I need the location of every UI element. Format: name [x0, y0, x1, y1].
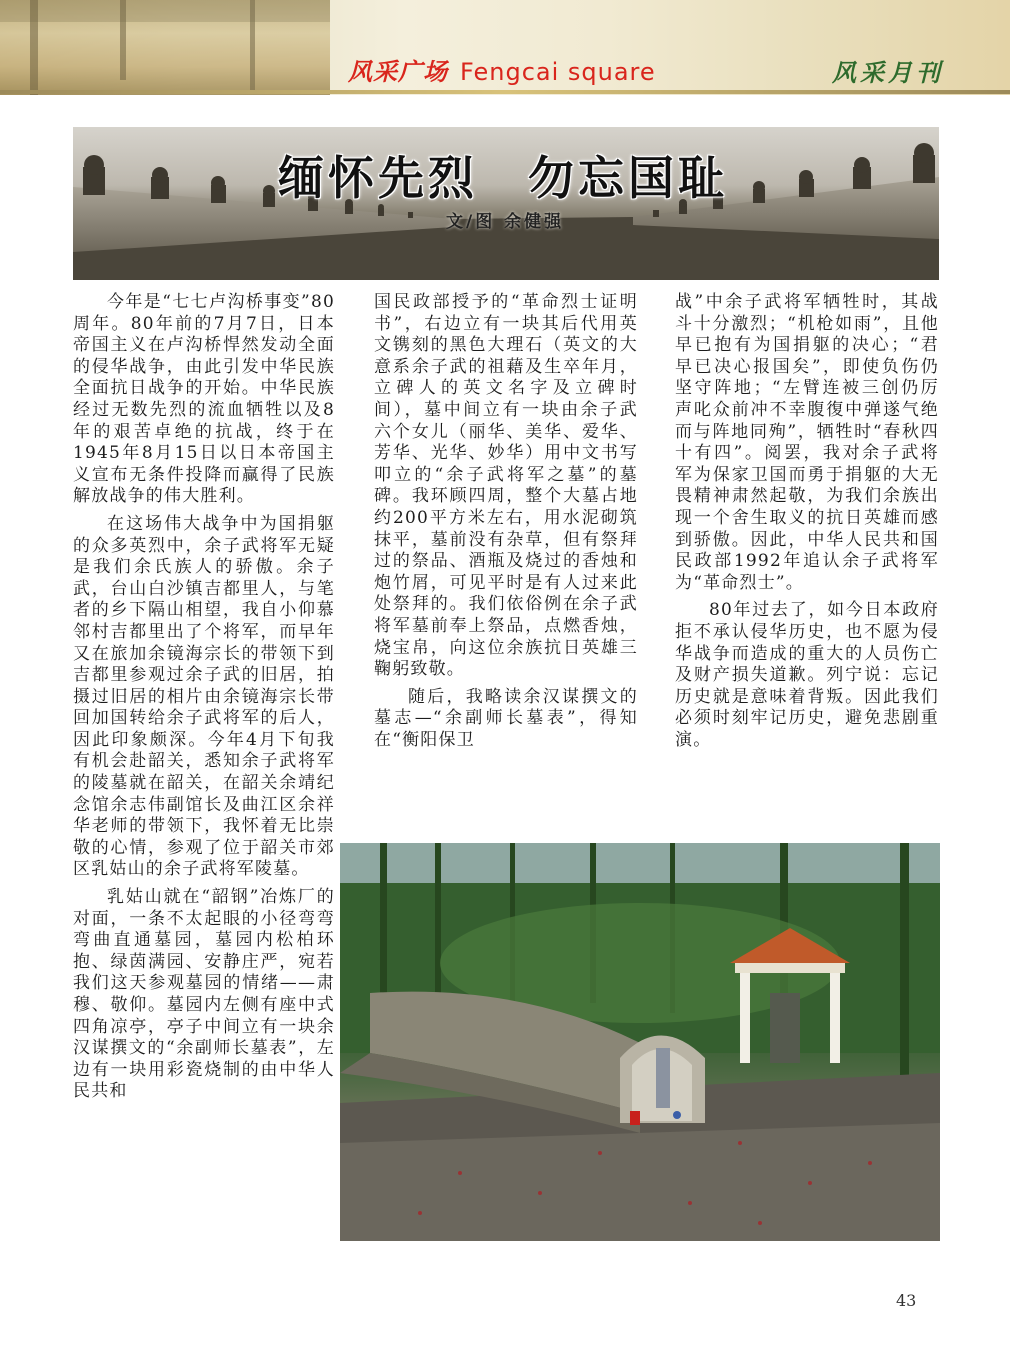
article-banner — [73, 127, 939, 280]
text-column-2 — [374, 292, 638, 751]
magazine-name: 风采月刊 — [832, 59, 944, 87]
text-column-3 — [675, 292, 939, 751]
article-title: 缅怀先烈 勿忘国耻 — [278, 151, 728, 205]
text-column-1 — [73, 292, 335, 1103]
header-landscape-image — [0, 0, 330, 95]
tomb-scene-image — [340, 843, 940, 1241]
section-title-en: Fengcai square — [460, 58, 656, 86]
section-title — [348, 52, 656, 87]
header-rule — [0, 90, 1010, 94]
paragraph: 在这场伟大战争中为国捐躯的众多英烈中，余子武将军无疑是我们余氏族人的骄傲。余子武，台山白沙镇吉都里人，与笔者的乡下隔山相望，我自小仰慕邻村吉都里出了个将军，而早年又在旅加余镜海宗长的带领下到吉都里参观过余子武的旧居，拍摄过旧居的相片由余镜海宗长带回加国转给余子武将军的后人，因此印象颇深。今年4月下旬我有机会赴韶关，悉知余子武将军的陵墓就在韶关，在韶关余靖纪念馆余志伟副馆长及曲江区余祥华老师的带领下，我怀着无比崇敬的心情，参观了位于韶关市郊区乳姑山的余子武将军陵墓。 — [73, 513, 335, 880]
paragraph: 随后，我略读余汉谋撰文的墓志—“余副师长墓表”，得知在“衡阳保卫 — [374, 686, 638, 750]
paragraph: 80年过去了，如今日本政府拒不承认侵华历史，也不愿为侵华战争而造成的重大的人员伤亡及财产损失道歉。列宁说：忘记历史就是意味着背叛。因此我们必须时刻牢记历史，避免悲剧重演。 — [675, 600, 939, 750]
paragraph: 今年是“七七卢沟桥事变”80周年。80年前的7月7日，日本帝国主义在卢沟桥悍然发动全面的侵华战争，由此引发中华民族全面抗日战争的开始。中华民族经过无数先烈的流血牺牲以及8年的艰苦卓绝的抗战，终于在1945年8月15日以日本帝国主义宣布无条件投降而赢得了民族解放战争的伟大胜利。 — [73, 292, 335, 507]
page-header — [0, 0, 1010, 95]
tomb-photo — [340, 843, 940, 1241]
section-title-cn: 风采广场 — [348, 58, 448, 86]
paragraph: 战”中余子武将军牺牲时，其战斗十分激烈；“机枪如雨”，且他早已抱有为国捐躯的决心；“君早已决心报国矣”，即使负伤仍坚守阵地；“左臂连被三创仍厉声叱众前冲不幸腹復中弹遂气绝而与阵地同殉”，牺牲时“春秋四十有四”。阅罢，我对余子武将军为保家卫国而勇于捐躯的大无畏精神肃然起敬，为我们余族出现一个舍生取义的抗日英雄而感到骄傲。因此，中华人民共和国民政部1992年追认余子武将军为“革命烈士”。 — [675, 292, 939, 593]
article-byline: 文/图 余健强 — [446, 212, 565, 232]
paragraph: 国民政部授予的“革命烈士证明书”，右边立有一块其后代用英文镌刻的黑色大理石（英文的大意系余子武的祖藉及生卒年月，立碑人的英文名字及立碑时间），墓中间立有一块由余子武六个女儿（丽华、美华、爱华、芳华、光华、妙华）用中文书写叩立的“余子武将军之墓”的墓碑。我环顾四周，整个大墓占地约200平方米左右，用水泥砌筑抹平，墓前没有杂草，但有祭拜过的祭品、酒瓶及烧过的香烛和炮竹屑，可见平时是有人过来此处祭拜的。我们依俗例在余子武将军墓前奉上祭品，点燃香烛，烧宝帛，向这位余族抗日英雄三鞠躬致敬。 — [374, 292, 638, 680]
page-number: 43 — [896, 1291, 917, 1310]
paragraph: 乳姑山就在“韶钢”冶炼厂的对面，一条不太起眼的小径弯弯弯曲直通墓园，墓园内松柏环抱、绿茵满园、安静庄严，宛若我们这天参观墓园的情绪——肃穆、敬仰。墓园内左侧有座中式四角凉亭，亭子中间立有一块余汉谋撰文的“余副师长墓表”，左边有一块用彩瓷烧制的由中华人民共和 — [73, 887, 335, 1102]
